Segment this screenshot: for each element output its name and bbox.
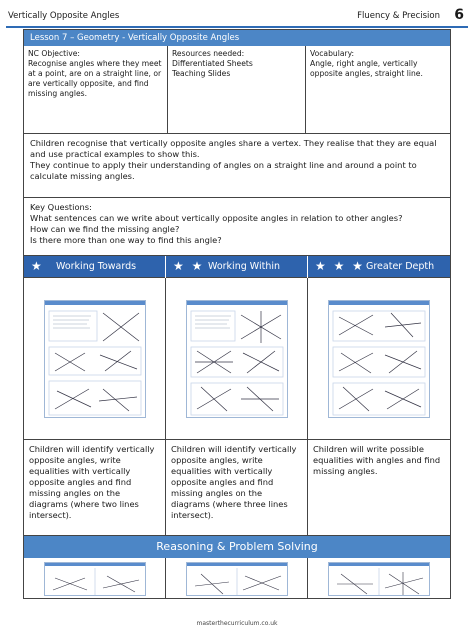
worksheet-cell — [308, 278, 450, 440]
star-icon: ★ ★ — [173, 259, 205, 273]
key-questions — [24, 198, 450, 256]
level-description: Children will write possible equalities with angles and find missing angles. — [313, 444, 441, 476]
lesson-description — [24, 134, 450, 198]
key-question: How can we find the missing angle? — [30, 224, 180, 234]
footer-website: masterthecurriculum.co.uk — [196, 620, 278, 627]
reasoning-thumbnail — [328, 562, 430, 596]
objective-text: Recognise angles where they meet at a point, are on a straight line, or are vertically opposite, and find missing angles. — [28, 59, 162, 98]
resources-cell — [168, 46, 306, 134]
resource-item: Differentiated Sheets — [172, 59, 253, 68]
level-description-row — [24, 440, 450, 536]
vocabulary-label: Vocabulary: — [310, 49, 355, 58]
vocabulary-cell — [306, 46, 450, 134]
reasoning-cell — [24, 558, 166, 598]
reasoning-thumbnail — [186, 562, 288, 596]
level-description: Children will identify vertically opposite angles, write equalities with vertically opposite angles and find missing angles on the diagrams (where two lines intersect). — [24, 440, 166, 536]
key-question: Is there more than one way to find this angle? — [30, 235, 222, 245]
worksheet-thumbnail — [186, 300, 288, 418]
level-working-within — [166, 256, 308, 278]
worksheet-thumbnail-row — [24, 278, 450, 440]
worksheet-cell — [166, 278, 308, 440]
level-label: Working Towards — [56, 261, 137, 272]
reasoning-cell — [166, 558, 308, 598]
description-paragraph: Children recognise that vertically opposite angles share a vertex. They realise that they are equal and use practical examples to show this. — [30, 138, 437, 159]
level-label: Working Within — [208, 261, 280, 272]
level-working-towards — [24, 256, 166, 278]
key-question: What sentences can we write about vertically opposite angles in relation to other angles? — [30, 213, 403, 223]
key-questions-label: Key Questions: — [30, 202, 92, 212]
resource-item: Teaching Slides — [172, 69, 231, 78]
level-header-band — [24, 256, 450, 278]
header-divider — [6, 26, 468, 28]
worksheet-thumbnail — [328, 300, 430, 418]
resources-label: Resources needed: — [172, 49, 245, 58]
objective-label: NC Objective: — [28, 49, 80, 58]
level-greater-depth — [308, 256, 450, 278]
worksheet-thumbnail — [44, 300, 146, 418]
lesson-title: Lesson 7 – Geometry - Vertically Opposite Angles — [24, 30, 450, 46]
level-label: Greater Depth — [366, 261, 435, 272]
reasoning-cell — [308, 558, 450, 598]
reasoning-title: Reasoning & Problem Solving — [24, 536, 450, 558]
objective-cell — [24, 46, 168, 134]
reasoning-thumbnail-row — [24, 558, 450, 598]
lesson-info-row — [24, 46, 450, 134]
reasoning-thumbnail — [44, 562, 146, 596]
star-icon: ★ ★ ★ — [315, 259, 365, 273]
worksheet-cell — [24, 278, 166, 440]
lesson-plan-table — [23, 29, 451, 599]
description-paragraph: They continue to apply their understanding of angles on a straight line and around a point to calculate missing angles. — [30, 160, 417, 181]
page-number: 6 — [454, 7, 464, 23]
header-title: Vertically Opposite Angles — [8, 11, 120, 21]
level-description: Children will identify vertically opposite angles, write equalities with vertically opposite angles and find missing angles on the diagrams (where three lines intersect). — [166, 440, 308, 536]
vocabulary-text: Angle, right angle, vertically opposite angles, straight line. — [310, 59, 423, 78]
page-header — [6, 6, 468, 28]
star-icon: ★ — [31, 259, 44, 273]
header-subtitle: Fluency & Precision — [357, 11, 440, 21]
